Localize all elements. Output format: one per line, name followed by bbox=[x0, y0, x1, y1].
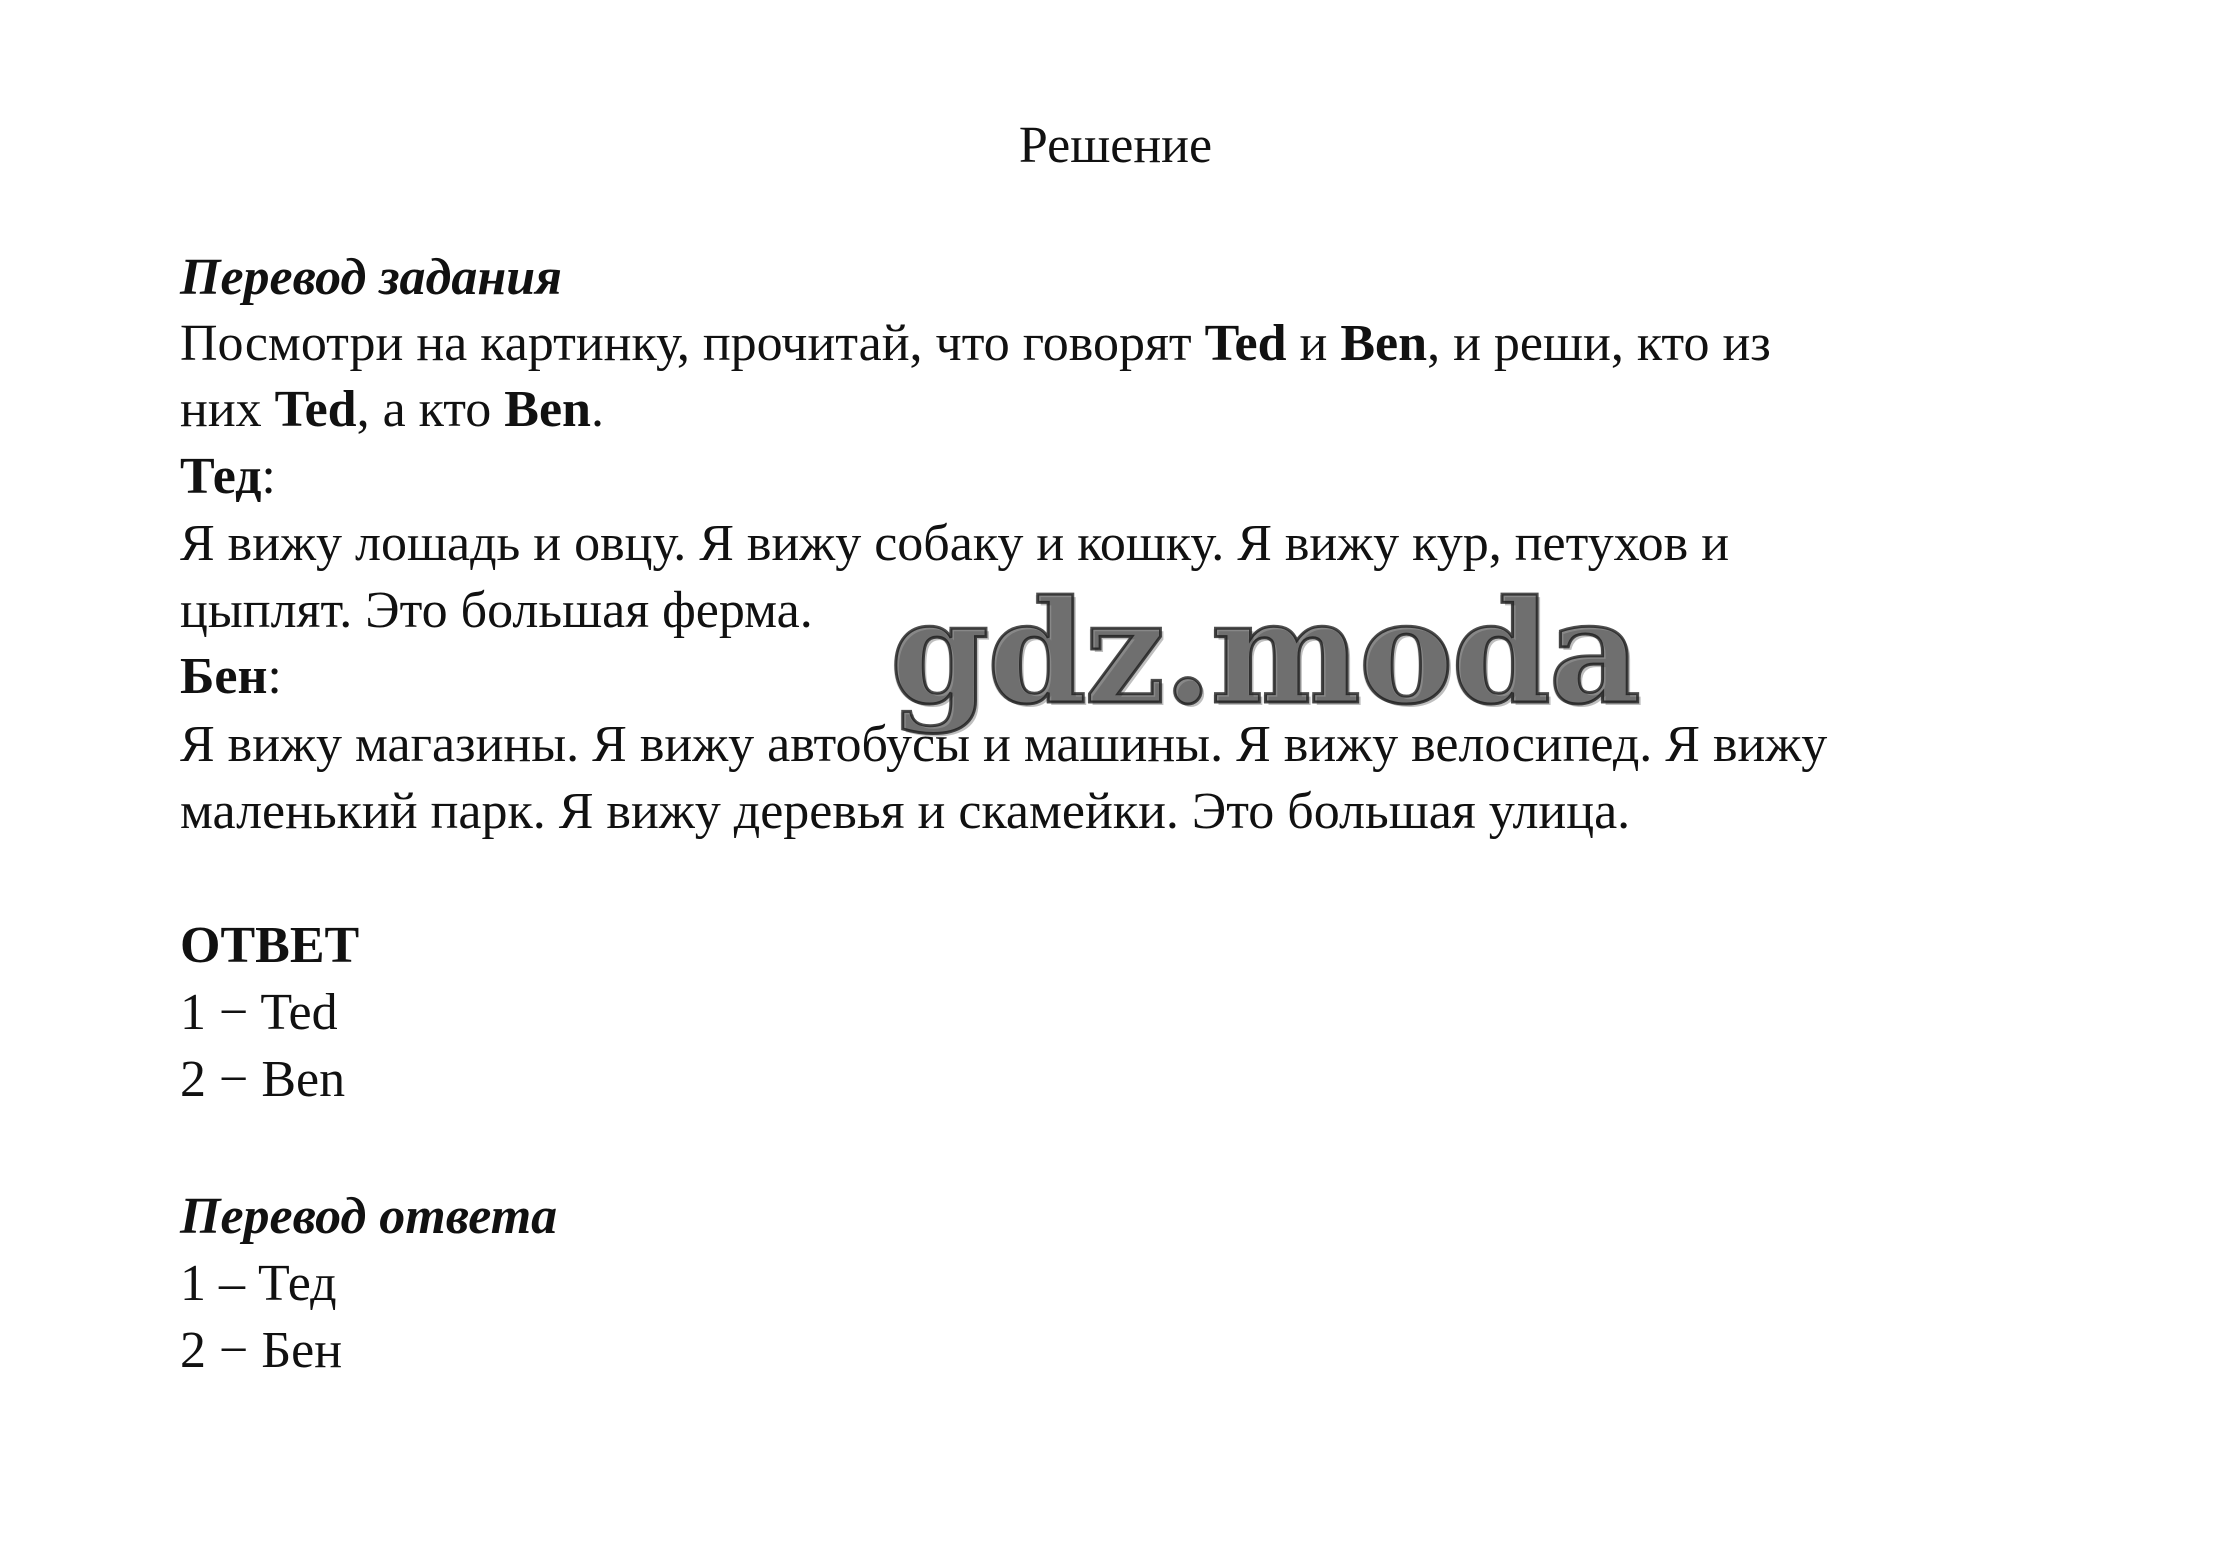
task-line-1-part-1: Посмотри на картинку, прочитай, что говорят bbox=[180, 315, 1205, 372]
ted-label-line bbox=[180, 443, 276, 511]
name-ben: Ben bbox=[1340, 315, 1428, 372]
task-line-1 bbox=[180, 310, 1771, 378]
ben-label-line bbox=[180, 643, 282, 711]
ben-text-line-1: Я вижу магазины. Я вижу автобусы и машины. Я вижу велосипед. Я вижу bbox=[180, 716, 1828, 773]
ben-colon: : bbox=[267, 648, 282, 705]
task-line-2-part-1: них bbox=[180, 381, 275, 438]
answer-item-2: 2 − Ben bbox=[180, 1051, 346, 1108]
name-ben: Ben bbox=[504, 381, 591, 438]
task-line-1-part-2: и bbox=[1286, 315, 1341, 372]
page-title: Решение bbox=[1018, 117, 1213, 174]
task-line-2 bbox=[180, 376, 604, 444]
answer-translation-heading: Перевод ответа bbox=[180, 1188, 558, 1245]
answer-item-1: 1 − Ted bbox=[180, 984, 338, 1041]
name-ted: Ted bbox=[274, 381, 357, 438]
ben-label: Бен bbox=[180, 648, 268, 705]
ben-text-line-2: маленький парк. Я вижу деревья и скамейки. Это большая улица. bbox=[180, 783, 1631, 840]
answer-translation-item-1: 1 – Тед bbox=[180, 1255, 337, 1312]
answer-heading: ОТВЕТ bbox=[180, 917, 360, 974]
ted-text-line-1: Я вижу лошадь и овцу. Я вижу собаку и кошку. Я вижу кур, петухов и bbox=[180, 515, 1730, 572]
task-line-1-part-3: , и реши, кто из bbox=[1427, 315, 1771, 372]
ted-label: Тед bbox=[180, 448, 262, 505]
name-ted: Ted bbox=[1204, 315, 1287, 372]
task-line-2-part-2: , а кто bbox=[356, 381, 505, 438]
ted-text-line-2: цыплят. Это большая ферма. bbox=[180, 582, 813, 639]
watermark-logo: gdz.moda bbox=[890, 570, 1639, 736]
task-heading: Перевод задания bbox=[180, 249, 562, 306]
answer-translation-item-2: 2 − Бен bbox=[180, 1322, 343, 1379]
task-line-2-part-3: . bbox=[590, 381, 604, 438]
ted-colon: : bbox=[261, 448, 276, 505]
